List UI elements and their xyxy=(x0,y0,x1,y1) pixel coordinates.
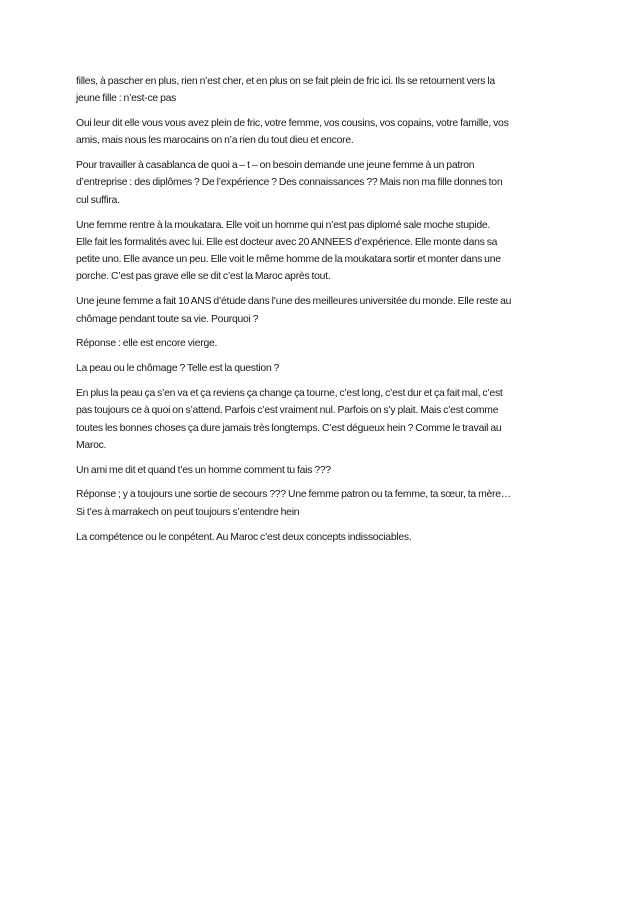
paragraph: Réponse : elle est encore vierge. xyxy=(76,338,218,350)
paragraph: Réponse ; y a toujours une sortie de secours ??? Une femme patron ou ta femme, ta sœur, ta mère… Si t’es à marrakech on peut toujours s’entendre hein xyxy=(76,489,511,518)
paragraph: Un ami me dit et quand t’es un homme comment tu fais ??? xyxy=(76,464,331,476)
paragraph: La compétence ou le conpétent. Au Maroc c’est deux concepts indissociables. xyxy=(76,531,412,543)
paragraph: Une femme rentre à la moukatara. Elle voit un homme qui n’est pas diplomé sale moche stupide. Elle fait les formalités avec lui. Elle est docteur avec 20 ANNEES d’expérience. Elle monte dans sa petite uno. Elle avance un peu. Elle voit le même homme de la moukatara sortir et monter dans une porche. C’est pas grave elle se dit c’est la Maroc après tout. xyxy=(76,219,501,283)
paragraph: filles, à pascher en plus, rien n’est cher, et en plus on se fait plein de fric ici. Ils se retournent vers la jeune fille : n’est-ce pas xyxy=(76,76,495,105)
paragraph: Pour travailler à casablanca de quoi a – t – on besoin demande une jeune femme à un patron d’entreprise : des diplômes ? De l’expérience ? Des connaissances ?? Mais non ma fille donnes ton cul suffira. xyxy=(76,160,503,206)
paragraph: Oui leur dit elle vous vous avez plein de fric, votre femme, vos cousins, vos copains, votre famille, vos amis, mais nous les marocains on n’a rien du tout dieu et encore. xyxy=(76,118,509,147)
document-body xyxy=(76,73,568,553)
paragraph: La peau ou le chômage ? Telle est la question ? xyxy=(76,363,280,375)
paragraph: En plus la peau ça s’en va et ça reviens ça change ça tourne, c’est long, c’est dur et ça fait mal, c’est pas toujours ce à quoi on s’attend. Parfois c’est vraiment nul. Parfois on s’y plait. Mais c’est comme toutes les bonnes choses ça dure jamais très longtemps. C’est dégueux hein ? Comme le travail au Maroc. xyxy=(76,387,503,451)
paragraph: Une jeune femme a fait 10 ANS d’étude dans l’une des meilleures universitée du monde. Elle reste au chômage pendant toute sa vie. Pourquoi ? xyxy=(76,296,512,325)
